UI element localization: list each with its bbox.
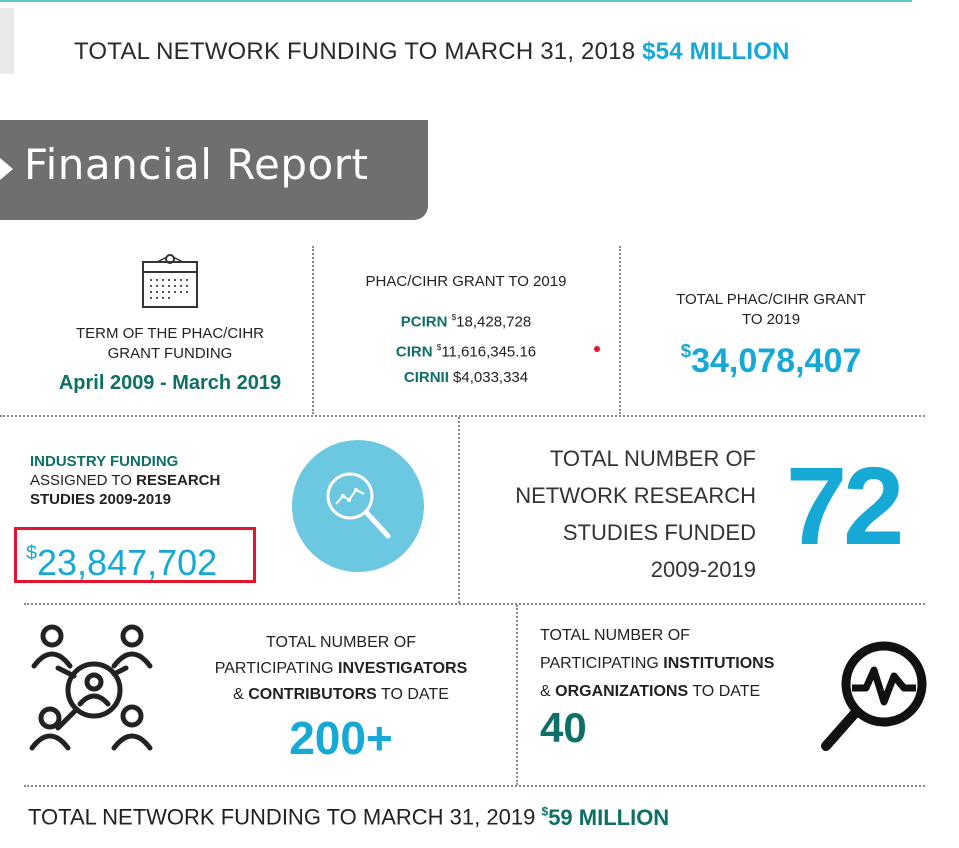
top-total-funding: [74, 38, 790, 66]
investigators-line2-plain: PARTICIPATING: [214, 660, 339, 677]
total-grant-value: 34,078,407: [691, 341, 862, 380]
institutions-line3-suffix: TO DATE: [688, 683, 761, 700]
total-grant-currency: $: [680, 340, 692, 361]
arrow-icon: [0, 158, 13, 180]
bottom-total-funding: [28, 804, 669, 831]
section-banner: [0, 120, 428, 220]
investigators-line3: [186, 682, 496, 708]
institutions-line3: [540, 678, 840, 706]
studies-line3: STUDIES FUNDED: [562, 520, 756, 545]
top-total-amount: $54 MILLION: [642, 38, 790, 65]
total-grant-line1: TOTAL PHAC/CIHR GRANT: [676, 291, 866, 308]
divider: [458, 417, 460, 603]
divider: [24, 785, 925, 787]
grant-item-currency: $: [451, 313, 457, 322]
divider: [516, 605, 518, 785]
studies-line1: TOTAL NUMBER OF: [549, 446, 756, 471]
institutions-label: [540, 622, 840, 706]
term-label: [20, 324, 320, 364]
industry-line2: [30, 471, 290, 490]
divider: [0, 415, 925, 417]
grant-item-name: PCIRN: [400, 313, 448, 331]
term-value: April 2009 - March 2019: [58, 372, 282, 394]
studies-label: [470, 440, 756, 588]
institutions-line2-plain: PARTICIPATING: [540, 655, 664, 672]
term-label-line1: TERM OF THE PHAC/CIHR: [75, 325, 265, 342]
investigators-count: 200+: [289, 712, 393, 764]
total-grant-amount: [621, 340, 921, 381]
studies-line2: NETWORK RESEARCH: [515, 483, 756, 508]
grant-item-amount: $4,033,334: [453, 369, 529, 386]
investigators-line3-bold: CONTRIBUTORS: [248, 686, 377, 703]
bottom-total-amount: [541, 805, 669, 830]
institutions-count: 40: [540, 704, 587, 751]
banner-title: Financial Report: [24, 140, 369, 189]
total-grant-label: [621, 290, 921, 330]
bottom-total-currency: $: [541, 804, 549, 818]
red-dot: [594, 346, 600, 352]
investigators-label: [186, 630, 496, 708]
people-network-icon: [28, 624, 156, 759]
grant-item-cirn: [314, 338, 618, 368]
industry-currency: $: [26, 542, 38, 564]
grant-title: PHAC/CIHR GRANT TO 2019: [365, 273, 567, 290]
investigators-line3-suffix: TO DATE: [376, 686, 449, 703]
institutions-line2: [540, 650, 840, 678]
investigators-line1: TOTAL NUMBER OF: [266, 634, 416, 651]
divider: [24, 603, 925, 605]
top-total-text: TOTAL NETWORK FUNDING TO MARCH 31, 2018: [74, 38, 636, 65]
grant-item-currency: $: [436, 343, 442, 352]
bottom-total-text: TOTAL NETWORK FUNDING TO MARCH 31, 2019: [28, 804, 536, 830]
industry-line2-bold: RESEARCH: [136, 472, 221, 489]
industry-value: 23,847,702: [37, 541, 218, 583]
industry-label: [30, 452, 290, 509]
grant-item-pcirn: [314, 308, 618, 338]
grant-list: [314, 308, 618, 398]
grant-item-name: CIRNII: [403, 369, 449, 386]
investigators-line3-prefix: &: [233, 686, 249, 703]
industry-line2-plain: ASSIGNED TO: [30, 472, 137, 489]
studies-count: 72: [786, 445, 901, 568]
bottom-total-value: 59 MILLION: [548, 804, 670, 830]
grant-item-amount: 18,428,728: [456, 313, 532, 331]
studies-line4: 2009-2019: [650, 557, 756, 582]
industry-amount: [26, 530, 217, 586]
magnifier-chart-icon: [292, 440, 424, 572]
total-grant-line2: TO 2019: [741, 311, 801, 328]
divider: [619, 246, 621, 414]
investigators-line2: [186, 656, 496, 682]
institutions-line3-prefix: &: [540, 683, 556, 700]
institutions-line2-bold: INSTITUTIONS: [663, 655, 775, 672]
grant-item-amount: 11,616,345.16: [441, 343, 537, 361]
magnifier-pulse-icon: [818, 636, 934, 761]
industry-heading: INDUSTRY FUNDING: [30, 453, 179, 470]
grant-item-name: CIRN: [395, 343, 433, 361]
institutions-line1: TOTAL NUMBER OF: [540, 627, 690, 644]
institutions-line3-bold: ORGANIZATIONS: [555, 683, 689, 700]
industry-line3: STUDIES 2009-2019: [30, 491, 171, 508]
calendar-icon: [141, 253, 199, 314]
left-shade: [0, 8, 14, 74]
top-divider: [0, 0, 912, 2]
investigators-line2-bold: INVESTIGATORS: [338, 660, 468, 677]
term-label-line2: GRANT FUNDING: [107, 345, 233, 362]
grant-item-cirnii: [314, 368, 618, 398]
